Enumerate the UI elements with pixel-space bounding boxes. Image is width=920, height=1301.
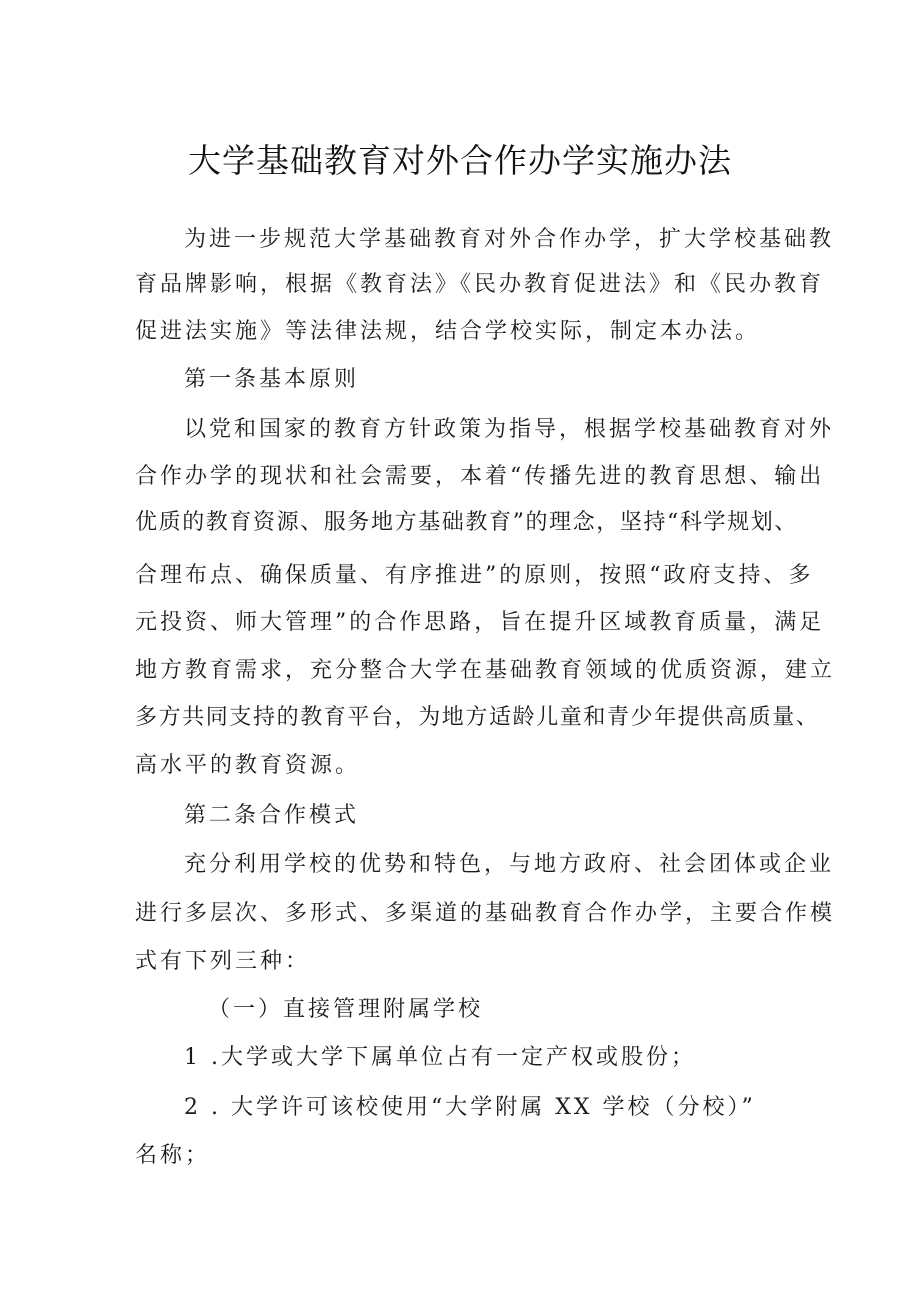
article1-line-1: 以党和国家的教育方针政策为指导，根据学校基础教育对外 [184, 417, 835, 442]
article1-line-6: 地方教育需求，充分整合大学在基础教育领域的优质资源，建立 [135, 658, 836, 683]
article2-line-3: 式有下列三种： [135, 949, 311, 974]
document-title: 大学基础教育对外合作办学实施办法 [188, 141, 732, 180]
intro-line-2: 育品牌影响，根据《教育法》《民办教育促进法》和《民办教育 [135, 272, 825, 297]
article2-item-1: 1 .大学或大学下属单位占有一定产权或股份； [184, 1045, 696, 1070]
article1-line-7: 多方共同支持的教育平台，为地方适龄儿童和青少年提供高质量、 [135, 705, 820, 730]
article2-line-1: 充分利用学校的优势和特色，与地方政府、社会团体或企业 [184, 852, 835, 877]
article2-item-2: 2 . 大学许可该校使用“大学附属 XX 学校（分校）” [184, 1095, 756, 1120]
article2-sub-heading: （一）直接管理附属学校 [208, 997, 484, 1022]
intro-line-1: 为进一步规范大学基础教育对外合作办学，扩大学校基础教 [184, 227, 835, 252]
article1-line-8: 高水平的教育资源。 [135, 753, 361, 778]
article1-heading: 第一条基本原则 [184, 367, 360, 392]
article1-line-4: 合理布点、确保质量、有序推进”的原则，按照“政府支持、多 [135, 563, 814, 588]
article1-line-3: 优质的教育资源、服务地方基础教育”的理念，坚持“科学规划、 [135, 510, 798, 535]
article1-line-5: 元投资、师大管理”的合作思路，旨在提升区域教育质量，满足 [135, 610, 825, 635]
article2-line-2: 进行多层次、多形式、多渠道的基础教育合作办学，主要合作模 [135, 901, 836, 926]
article2-item-2-cont: 名称； [135, 1143, 211, 1168]
article2-heading: 第二条合作模式 [184, 803, 360, 828]
article1-line-2: 合作办学的现状和社会需要，本着“传播先进的教育思想、输出 [135, 464, 825, 489]
intro-line-3: 促进法实施》等法律法规，结合学校实际，制定本办法。 [135, 319, 761, 344]
